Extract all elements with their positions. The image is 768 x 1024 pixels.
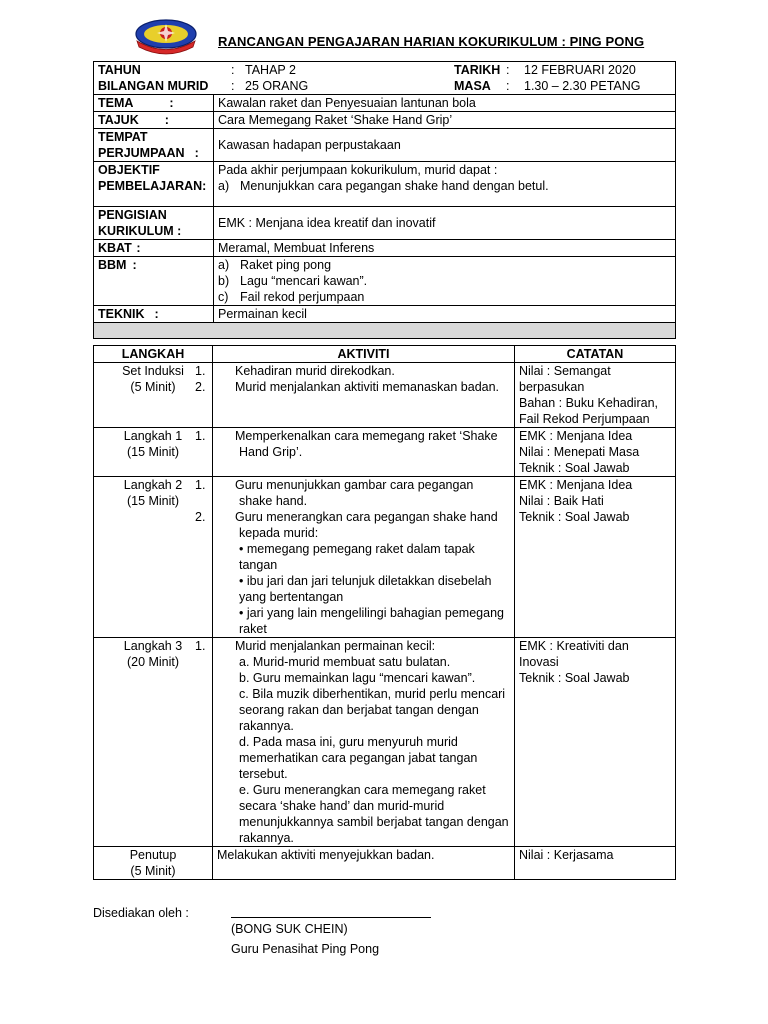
table-row — [94, 363, 676, 428]
lesson-info-table — [93, 61, 676, 339]
tarikh-label: TARIKH — [454, 63, 501, 77]
preparer-name: (BONG SUK CHEIN) — [231, 922, 348, 936]
tema-row — [94, 95, 676, 112]
kbat-row — [94, 240, 676, 257]
activity-cell — [195, 363, 515, 428]
table-row — [94, 847, 676, 880]
activity-cell: Melakukan aktiviti menyejukkan badan. — [213, 847, 515, 880]
bbm-row — [94, 257, 676, 306]
notes-cell: EMK : Kreativiti dan Inovasi Teknik : Soal Jawab — [515, 638, 676, 847]
bullet-item: • jari yang lain mengelilingi bahagian pemegang raket — [239, 606, 504, 636]
teknik-row — [94, 306, 676, 323]
tema-value: Kawalan raket dan Penyesuaian lantunan bola — [214, 95, 676, 112]
table-row — [94, 477, 676, 638]
step-cell: Set Induksi (5 Minit) — [94, 363, 213, 428]
notes-cell: Nilai : Kerjasama — [515, 847, 676, 880]
list-item: 2. Murid menjalankan aktiviti memanaskan badan. — [195, 380, 500, 394]
column-header: CATATAN — [515, 346, 676, 363]
step-cell: Penutup (5 Minit) — [94, 847, 213, 880]
pengisian-value: EMK : Menjana idea kreatif dan inovatif — [214, 207, 676, 240]
column-header: LANGKAH — [94, 346, 213, 363]
masa-colon: : — [506, 79, 510, 93]
list-item: 1. Memperkenalkan cara memegang raket ‘Shake Hand Grip’. — [195, 429, 498, 459]
preparer-role: Guru Penasihat Ping Pong — [231, 942, 380, 956]
tajuk-label-cell: TAJUK : — [94, 112, 214, 129]
table-row — [94, 428, 676, 477]
sub-item: a. Murid-murid membuat satu bulatan. — [239, 655, 451, 669]
list-item: 1. Murid menjalankan permainan kecil: — [195, 639, 436, 653]
tema-label-cell: TEMA : — [94, 95, 214, 112]
table-row — [94, 638, 676, 847]
masa-value: 1.30 – 2.30 PETANG — [524, 79, 641, 93]
murid-value: 25 ORANG — [245, 79, 309, 93]
tempat-row — [94, 129, 676, 162]
activity-table — [93, 345, 676, 880]
signature-line — [231, 917, 431, 918]
tahun-colon: : — [231, 63, 235, 77]
teknik-value: Permainan kecil — [214, 306, 676, 323]
masa-label: MASA — [454, 79, 491, 93]
activity-cell — [195, 428, 515, 477]
list-item: 1. Kehadiran murid direkodkan. — [195, 364, 395, 378]
school-logo — [133, 14, 199, 56]
activity-cell — [195, 638, 515, 847]
kbat-value: Meramal, Membuat Inferens — [214, 240, 676, 257]
step-cell: Langkah 2 (15 Minit) — [94, 477, 213, 638]
notes-cell: EMK : Menjana Idea Nilai : Menepati Masa Teknik : Soal Jawab — [515, 428, 676, 477]
teknik-label-cell: TEKNIK : — [94, 306, 214, 323]
sub-item: e. Guru menerangkan cara memegang raket secara ‘shake hand’ dan murid-murid menunjukkannya sambil berjabat tangan dengan rakannya. — [239, 783, 509, 845]
murid-colon: : — [231, 79, 235, 93]
bbm-label-cell: BBM : — [94, 257, 214, 306]
list-item: c) Fail rekod perjumpaan — [218, 290, 365, 304]
step-cell: Langkah 1 (15 Minit) — [94, 428, 213, 477]
pengisian-label-cell: PENGISIAN KURIKULUM : — [94, 207, 214, 240]
list-item: b) Lagu “mencari kawan”. — [218, 274, 368, 288]
tajuk-row — [94, 112, 676, 129]
step-cell: Langkah 3 (20 Minit) — [94, 638, 213, 847]
objektif-value: Pada akhir perjumpaan kokurikulum, murid dapat : a) Menunjukkan cara pegangan shake hand dengan betul. — [214, 162, 676, 207]
objektif-row — [94, 162, 676, 207]
tajuk-value: Cara Memegang Raket ‘Shake Hand Grip’ — [214, 112, 676, 129]
murid-label: BILANGAN MURID — [98, 79, 209, 93]
tempat-label-cell: TEMPAT PERJUMPAAN : — [94, 129, 214, 162]
notes-cell: Nilai : Semangat berpasukan Bahan : Buku Kehadiran, Fail Rekod Perjumpaan — [515, 363, 676, 428]
bullet-item: • ibu jari dan jari telunjuk diletakkan disebelah yang bertentangan — [239, 574, 492, 604]
separator-row — [94, 323, 676, 339]
list-item: a) Raket ping pong — [218, 258, 332, 272]
sub-item: b. Guru memainkan lagu “mencari kawan”. — [239, 671, 476, 685]
activity-cell — [195, 477, 515, 638]
sub-item: c. Bila muzik diberhentikan, murid perlu mencari seorang rakan dan berjabat tangan dengan rakannya. — [239, 687, 506, 733]
bbm-list — [214, 257, 676, 306]
list-item: 2. Guru menerangkan cara pegangan shake hand kepada murid: — [195, 510, 498, 540]
prepared-by-label: Disediakan oleh : — [93, 906, 189, 920]
list-item: 1. Guru menunjukkan gambar cara pegangan shake hand. — [195, 478, 474, 508]
tahun-row — [94, 62, 676, 95]
tempat-value: Kawasan hadapan perpustakaan — [214, 129, 676, 162]
tahun-value: TAHAP 2 — [245, 63, 296, 77]
tahun-label: TAHUN — [98, 63, 141, 77]
activity-header-row — [94, 346, 676, 363]
bullet-item: • memegang pemegang raket dalam tapak tangan — [239, 542, 475, 572]
kbat-label-cell: KBAT : — [94, 240, 214, 257]
pengisian-row — [94, 207, 676, 240]
notes-cell: EMK : Menjana Idea Nilai : Baik Hati Teknik : Soal Jawab — [515, 477, 676, 638]
tarikh-value: 12 FEBRUARI 2020 — [524, 63, 636, 77]
tarikh-colon: : — [506, 63, 510, 77]
column-header: AKTIVITI — [213, 346, 515, 363]
sub-item: d. Pada masa ini, guru menyuruh murid memerhatikan cara pegangan jabat tangan tersebut. — [239, 735, 478, 781]
objektif-label-cell: OBJEKTIF PEMBELAJARAN: — [94, 162, 214, 207]
document-title: RANCANGAN PENGAJARAN HARIAN KOKURIKULUM : PING PONG — [218, 34, 645, 49]
